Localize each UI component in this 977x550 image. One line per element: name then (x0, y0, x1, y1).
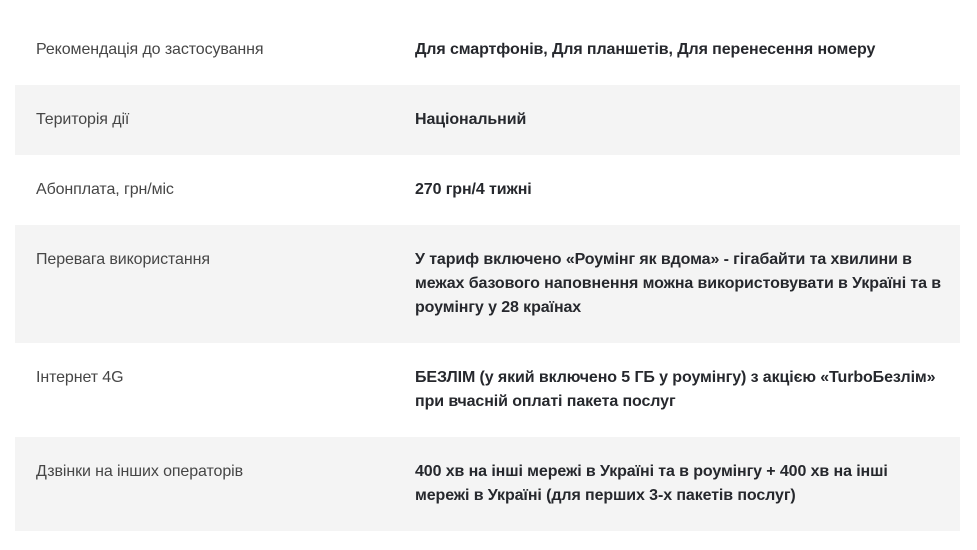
spec-row-internet-4g (15, 343, 960, 437)
spec-value: 400 хв на інші мережі в Україні та в роумінгу + 400 хв на інші мережі в Україні (для перших 3-х пакетів послуг) (415, 463, 888, 504)
spec-row-usage-benefit (15, 225, 960, 343)
spec-value: Національний (415, 111, 527, 128)
spec-label: Абонплата, грн/міс (36, 181, 174, 198)
spec-label: Територія дії (36, 111, 130, 128)
spec-row-subscription-fee (15, 155, 960, 225)
spec-row-calls-other-operators (15, 437, 960, 531)
spec-row-recommendation (15, 0, 960, 85)
spec-value: У тариф включено «Роумінг як вдома» - гігабайти та хвилини в межах базового наповнення можна використовувати в Україні та в роумінгу у 28 країнах (415, 251, 942, 316)
spec-label: Інтернет 4G (36, 369, 124, 386)
spec-row-territory (15, 85, 960, 155)
spec-value: Для смартфонів, Для планшетів, Для перенесення номеру (415, 41, 876, 58)
spec-label: Дзвінки на інших операторів (36, 463, 243, 480)
spec-value: БЕЗЛІМ (у який включено 5 ГБ у роумінгу) з акцією «TurboБезлім» при вчасній оплаті пакета послуг (415, 369, 936, 410)
spec-label: Перевага використання (36, 251, 210, 268)
spec-value: 270 грн/4 тижні (415, 181, 532, 198)
spec-label: Рекомендація до застосування (36, 41, 264, 58)
tariff-spec-table (15, 0, 960, 531)
